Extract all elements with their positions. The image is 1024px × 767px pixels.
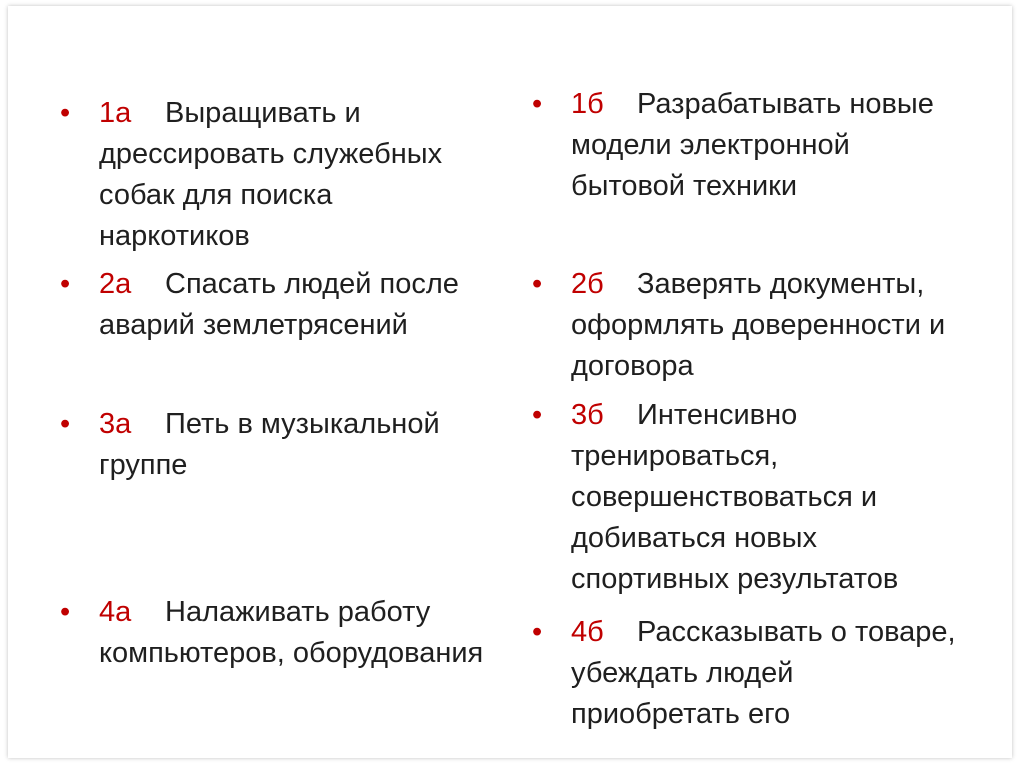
bullet-icon: • <box>60 97 71 129</box>
bullet-icon: • <box>60 596 71 628</box>
item-number: 4а <box>99 596 132 628</box>
item-text: Разрабатывать новые модели электронной бытовой техники <box>571 88 934 202</box>
bullet-icon: • <box>532 616 543 648</box>
bullet-icon: • <box>60 408 71 440</box>
list-item-1a <box>60 93 489 257</box>
item-number: 3б <box>571 399 604 431</box>
bullet-icon: • <box>532 268 543 300</box>
list-item-1b <box>532 84 961 207</box>
item-text: Интенсивно тренироваться, совершенствоваться и добиваться новых спортивных результатов <box>571 399 899 595</box>
item-number: 1б <box>571 88 604 120</box>
list-item-2a <box>60 264 489 346</box>
bullet-icon: • <box>60 268 71 300</box>
item-text: Петь в музыкальной группе <box>99 408 440 481</box>
item-number: 2а <box>99 268 132 300</box>
list-item-3b <box>532 395 961 600</box>
item-text: Рассказывать о товаре, убеждать людей приобретать его <box>571 616 956 730</box>
bullet-icon: • <box>532 399 543 431</box>
item-text: Выращивать и дрессировать служебных собак для поиска наркотиков <box>99 97 443 252</box>
list-item-2b <box>532 264 961 387</box>
bullet-icon: • <box>532 88 543 120</box>
item-text: Налаживать работу компьютеров, оборудования <box>99 596 484 669</box>
item-text: Спасать людей после аварий землетрясений <box>99 268 459 341</box>
list-item-4b <box>532 612 961 735</box>
item-text: Заверять документы, оформлять доверенности и договора <box>571 268 946 382</box>
item-number: 3а <box>99 408 132 440</box>
item-number: 4б <box>571 616 604 648</box>
item-number: 2б <box>571 268 604 300</box>
list-item-3a <box>60 404 489 486</box>
list-item-4a <box>60 592 489 674</box>
item-number: 1а <box>99 97 132 129</box>
